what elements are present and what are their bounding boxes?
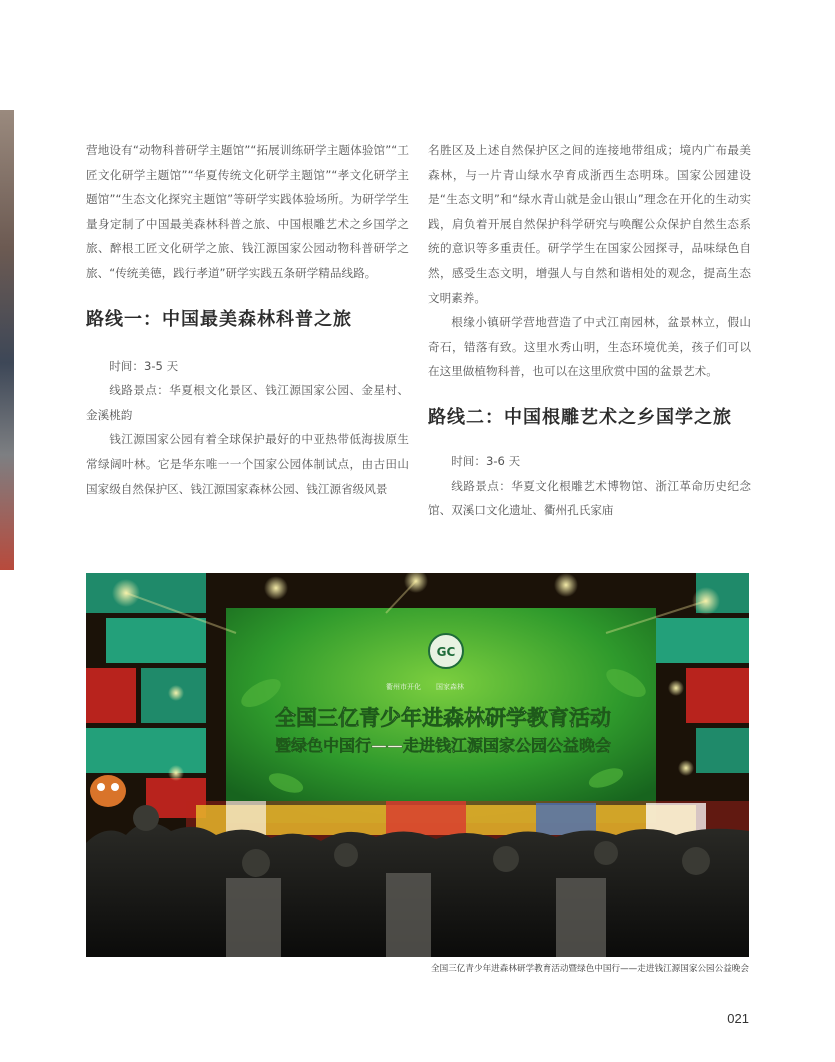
gc-logo-text: GC (436, 645, 456, 659)
sponsor-right: 国家森林 (436, 683, 464, 691)
camp-paragraph: 根缘小镇研学营地营造了中式江南园林，盆景林立，假山奇石，错落有致。这里水秀山明，生态环境优美，孩子们可以在这里做植物科普，也可以在这里欣赏中国的盆景艺术。 (428, 315, 751, 379)
page-number: 021 (727, 1011, 749, 1026)
route1-heading: 路线一：中国最美森林科普之旅 (86, 308, 352, 330)
left-column (86, 138, 409, 501)
photo-caption: 全国三亿青少年进森林研学教育活动暨绿色中国行——走进钱江源国家公园公益晚会 (431, 964, 749, 974)
event-photo (86, 573, 749, 957)
event-photo-illustration (86, 573, 749, 957)
intro-paragraph: 营地设有“动物科普研学主题馆”“拓展训练研学主题体验馆”“工匠文化研学主题馆”“华夏传统文化研学主题馆”“孝文化研学主题馆”“生态文化探究主题馆”等研学实践体验场所。为研学学生量身定制了中国最美森林科普之旅、中国根雕艺术之乡国学之旅、醉根工匠文化研学之旅、钱江源国家公园动物科普研学之旅、“传统美德，践行孝道”研学实践五条研学精品线路。 (86, 143, 409, 280)
route1-body: 钱江源国家公园有着全球保护最好的中亚热带低海拔原生常绿阔叶林。它是华东唯一一个国家公园体制试点，由古田山国家级自然保护区、钱江源国家森林公园、钱江源省级风景 (86, 432, 409, 496)
right-column (428, 138, 751, 523)
route1-time: 时间：3-5 天 (109, 358, 179, 373)
route2-heading: 路线二：中国根雕艺术之乡国学之旅 (428, 406, 732, 428)
screen-title-line1: 全国三亿青少年进森林研学教育活动 (275, 706, 611, 730)
performers (196, 801, 706, 835)
route1-spots: 线路景点：华夏根文化景区、钱江源国家公园、金星村、金溪桃韵 (86, 383, 409, 422)
mascot-figure (90, 775, 126, 807)
screen-title-line2: 暨绿色中国行——走进钱江源国家公园公益晚会 (274, 736, 612, 755)
route2-spots: 线路景点：华夏文化根雕艺术博物馆、浙江革命历史纪念馆、双溪口文化遗址、衢州孔氏家庙 (428, 478, 751, 518)
route2-time: 时间：3-6 天 (451, 453, 521, 468)
sponsor-left: 衢州市开化 (386, 683, 421, 691)
edge-photo-strip (0, 110, 14, 570)
continued-paragraph: 名胜区及上述自然保护区之间的连接地带组成；境内广布最美森林，与一片青山绿水孕育成浙西生态明珠。国家公园建设是“生态文明”和“绿水青山就是金山银山”理念在开化的生动实践，肩负着开展自然保护科学研究与唤醒公众保护自然生态系统的意识等多重责任。研学学生在国家公园探寻，品味绿色自然，感受生态文明，增强人与自然和谐相处的观念，提高生态文明素养。 (428, 143, 751, 305)
